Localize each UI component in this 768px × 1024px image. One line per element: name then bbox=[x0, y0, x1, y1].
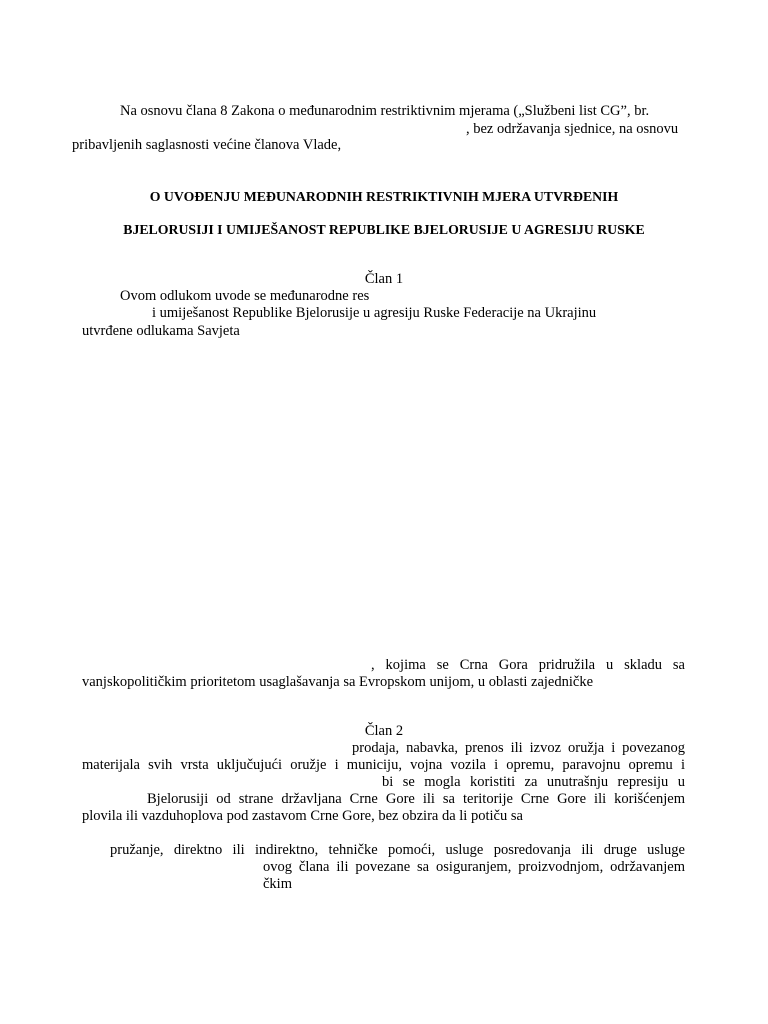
article-1-heading: Član 1 bbox=[364, 271, 404, 287]
article-1-line-4: , kojima se Crna Gora pridružila u skladu sa bbox=[371, 657, 685, 673]
article-1-line-1: Ovom odlukom uvode se međunarodne res bbox=[120, 288, 370, 304]
article-1-line-5: vanjskopolitičkim prioritetom usaglašavanja sa Evropskom unijom, u oblasti zajedničke bbox=[82, 674, 594, 690]
article-1-line-2: i umiješanost Republike Bjelorusije u agresiju Ruske Federacije na Ukrajinu bbox=[152, 305, 597, 321]
article-1-line-3: utvrđene odlukama Savjeta bbox=[82, 323, 240, 339]
preamble-line-1: Na osnovu člana 8 Zakona o međunarodnim restriktivnim mjerama („Službeni list CG”, br. bbox=[120, 103, 650, 119]
preamble-line-2: , bez održavanja sjednice, na osnovu bbox=[466, 121, 679, 137]
article-2-heading: Član 2 bbox=[364, 723, 404, 739]
article-2-line-2: materijala svih vrsta uključujući oružje i municiju, vojna vozila i opremu, paravojnu opremu i bbox=[82, 757, 685, 773]
article-2-line-7: ovog člana ili povezane sa osiguranjem, proizvodnjom, održavanjem bbox=[263, 859, 685, 875]
title-line-2: BJELORUSIJI I UMIJEŠANOST REPUBLIKE BJELORUSIJE U AGRESIJU RUSKE bbox=[123, 222, 645, 237]
article-2-line-1: prodaja, nabavka, prenos ili izvoz oružja i povezanog bbox=[352, 740, 685, 756]
article-2-line-6: pružanje, direktno ili indirektno, tehničke pomoći, usluge posredovanja ili druge usluge bbox=[110, 842, 685, 858]
article-2-line-5: plovila ili vazduhoplova pod zastavom Crne Gore, bez obzira da li potiču sa bbox=[82, 808, 523, 824]
article-2-line-3: bi se mogla koristiti za unutrašnju represiju u bbox=[382, 774, 685, 790]
article-2-line-4: Bjelorusiji od strane državljana Crne Gore ili sa teritorije Crne Gore ili korišćenjem bbox=[147, 791, 685, 807]
preamble-line-3: pribavljenih saglasnosti većine članova Vlade, bbox=[72, 137, 342, 153]
article-2-line-8: čkim bbox=[263, 876, 292, 892]
title-line-1: O UVOĐENJU MEĐUNARODNIH RESTRIKTIVNIH MJERA UTVRĐENIH bbox=[149, 189, 619, 204]
